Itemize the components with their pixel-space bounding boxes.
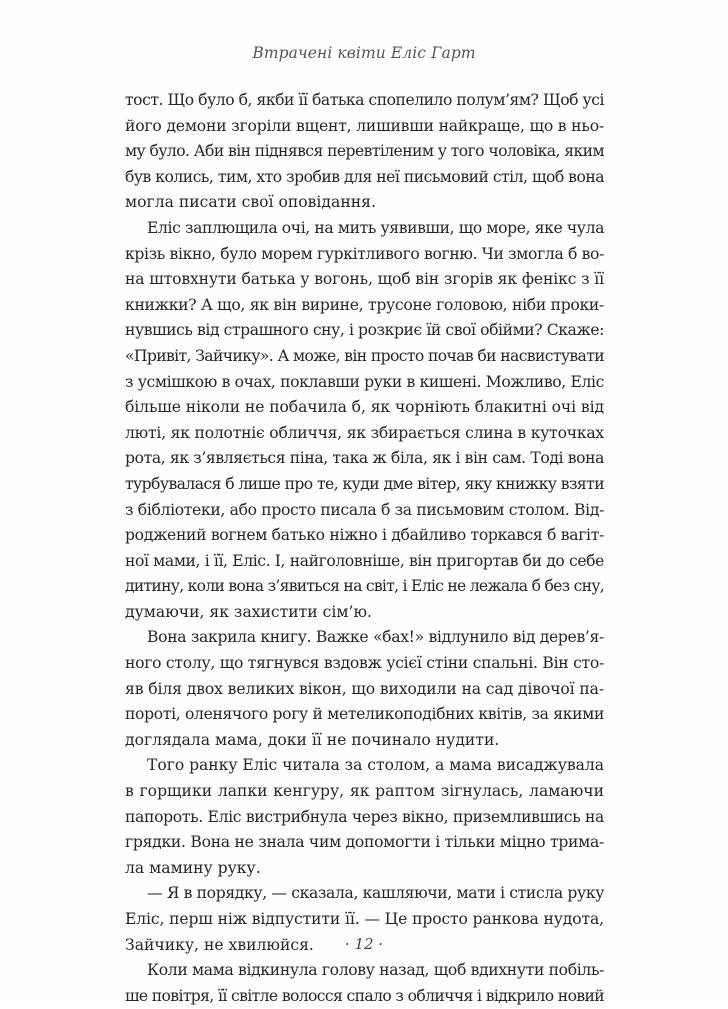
paragraph [125, 216, 604, 626]
text-line: Еліс, перш ніж відпустити її. — Це просто ранкова нудота, [125, 910, 605, 928]
text-line: доглядала мама, доки її не починало нудити. [125, 730, 500, 749]
text-line: папороть. Еліс вистрибнула через вікно, приземлившись на [125, 807, 604, 826]
text-line: нувшись від страшного сну, і розкриє їй свої обійми? Скаже: [125, 321, 604, 340]
text-line: Еліс заплющила очі, на мить уявивши, що море, яке чула [147, 218, 604, 237]
text-line: Того ранку Еліс читала за столом, а мама висаджувала [147, 756, 604, 775]
text-line: книжки? А що, як він вирине, трусоне головою, ніби проки- [125, 295, 604, 314]
text-line: роджений вогнем батько ніжно і дбайливо торкався б вагіт- [125, 526, 604, 545]
text-line: крізь вікно, було морем гуркітливого вогню. Чи змогла б во- [125, 244, 604, 263]
text-line: з бібліотеки, або просто писала б за письмовим столом. Від- [125, 500, 605, 519]
text-line: більше ніколи не побачила б, як чорніють блакитні очі від [125, 398, 604, 417]
text-line: грядки. Вона не знала чим допомогти і тільки міцно трима- [125, 833, 604, 852]
text-line: люті, як полотніє обличчя, як збирається слина в куточках [125, 423, 604, 442]
text-line: на штовхнути батька у вогонь, щоб він згорів як фенікс з її [125, 270, 604, 289]
text-line: думаючи, як захистити сім’ю. [125, 602, 372, 621]
text-line: Зайчику, не хвилюйся. [125, 935, 314, 954]
text-line: ної мами, і її, Еліс. І, найголовніше, він пригортав би до себе [125, 551, 604, 570]
body-text [125, 88, 604, 1009]
text-line: Вона закрила книгу. Важке «бах!» відлунило від дерев’я- [147, 628, 605, 647]
text-line: з усмішкою в очах, поклавши руки в кишені. Можливо, Еліс [125, 372, 605, 391]
paragraph [125, 753, 604, 881]
text-line: ла мамину руку. [125, 858, 261, 877]
text-line: могла писати свої оповідання. [125, 193, 376, 212]
text-line: рота, як з’являється піна, така ж біла, як і він сам. Тоді вона [125, 449, 605, 468]
text-line: яв біля двох великих вікон, що виходили на сад дівочої па- [125, 679, 605, 698]
paragraph [125, 625, 604, 753]
text-line: Коли мама відкинула голову назад, щоб вдихнути побіль- [147, 961, 605, 980]
text-line: пороті, оленячого рогу й метеликоподібних квітів, за якими [125, 705, 604, 724]
text-line: в горщики лапки кенгуру, як раптом зігнулась, ламаючи [125, 782, 604, 801]
text-line: був колись, тим, хто зробив для неї письмовий стіл, щоб вона [125, 167, 605, 186]
text-line: його демони згоріли вщент, лишивши найкраще, що в ньо- [125, 116, 604, 135]
text-line: «Привіт, Зайчику». А може, він просто почав би насвистувати [125, 346, 604, 365]
text-line: дитину, коли вона з’явиться на світ, і Еліс не лежала б без сну, [125, 577, 604, 596]
text-line: турбувалася б лише про те, куди дме вітер, яку книжку взяти [125, 474, 605, 493]
text-line: ного столу, що тягнувся вздовж усієї стіни спальні. Він сто- [125, 654, 605, 673]
paragraph [125, 958, 604, 1009]
paragraph [125, 88, 604, 216]
text-line: — Я в порядку, — сказала, кашляючи, мати і стисла руку [147, 884, 605, 903]
running-head: Втрачені квіти Еліс Гарт [252, 44, 476, 62]
text-line: му було. Аби він піднявся перевтіленим у того чоловіка, яким [125, 142, 605, 161]
text-line: тост. Що було б, якби її батька спопелило полум’ям? Щоб усі [125, 91, 604, 109]
page-number: · 12 · [344, 935, 384, 953]
text-line: ше повітря, її світле волосся спало з обличчя і відкрило новий [125, 986, 604, 1005]
